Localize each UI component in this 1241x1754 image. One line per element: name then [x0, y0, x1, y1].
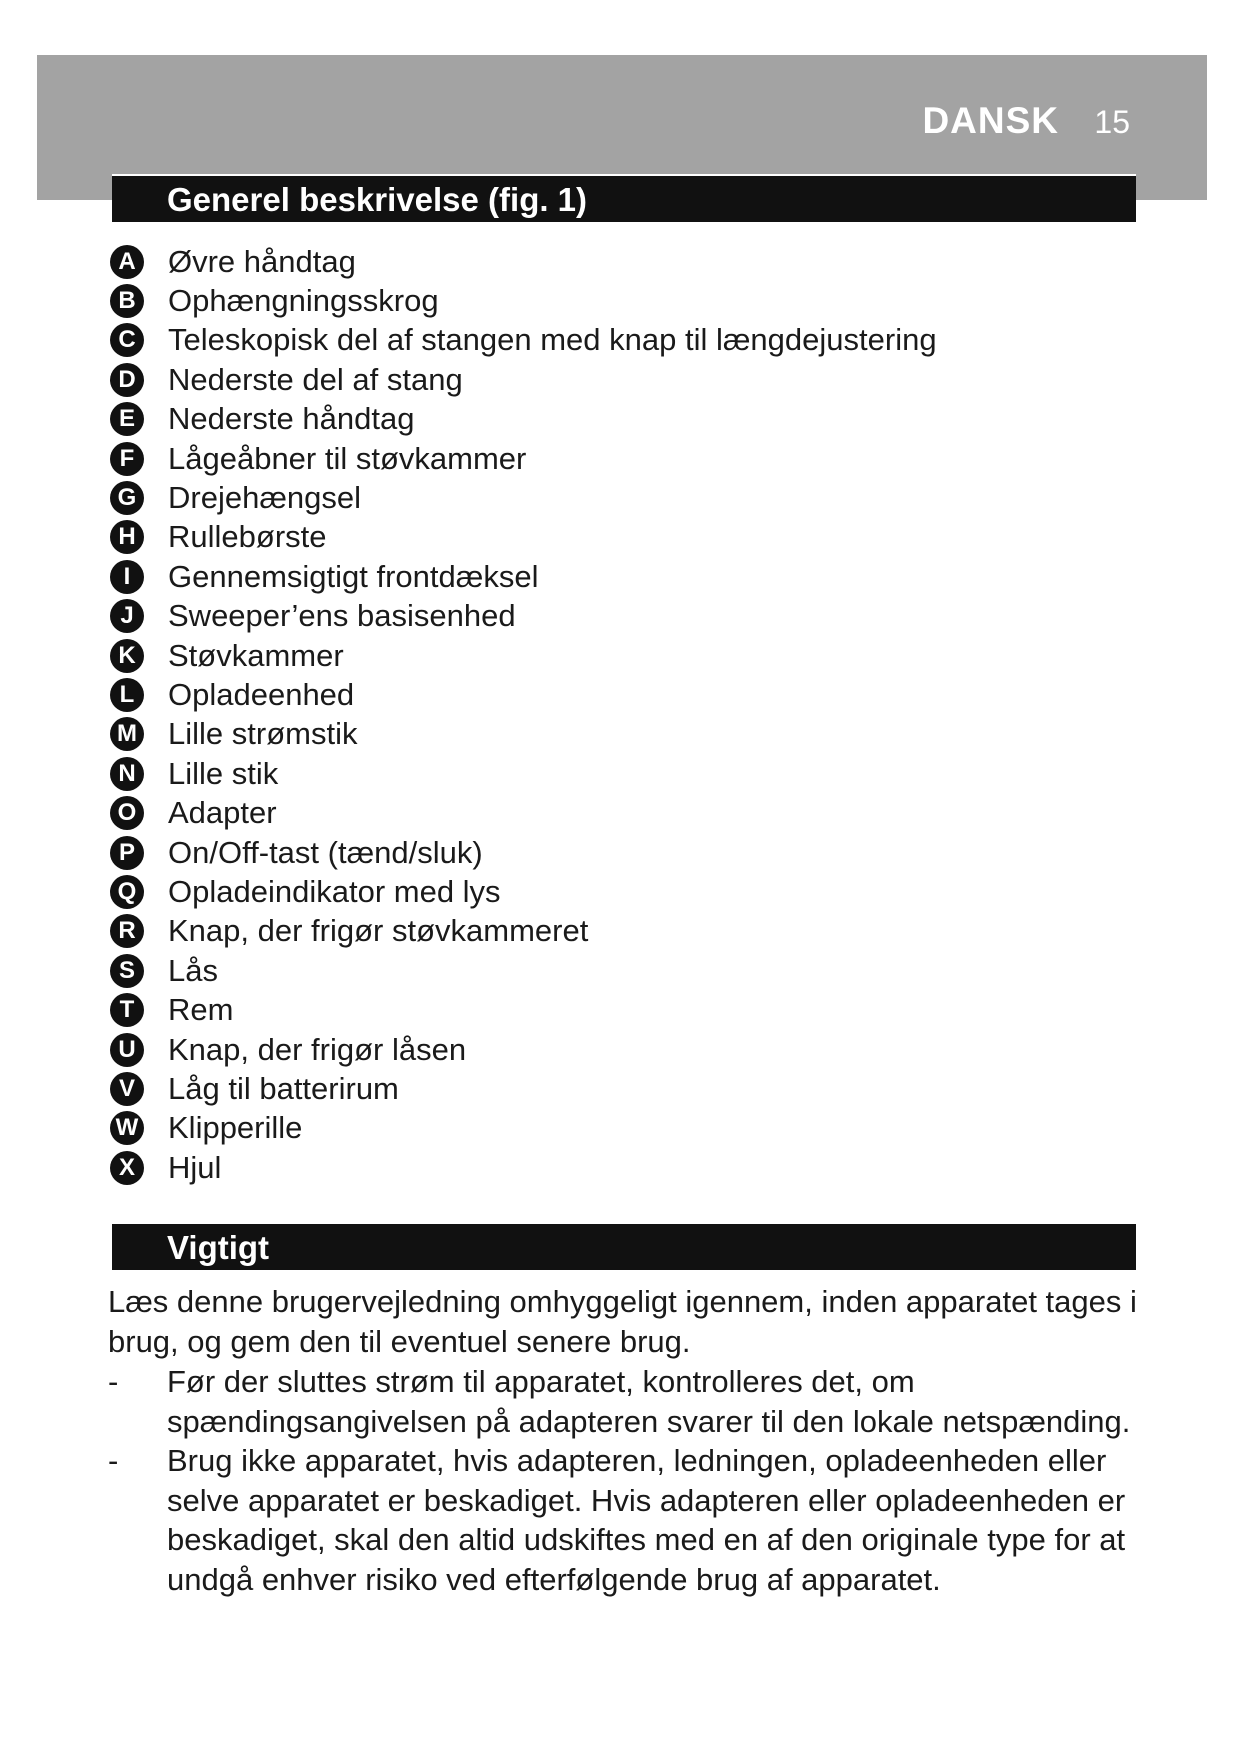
letter-badge: U [110, 1033, 144, 1067]
letter-badge: K [110, 639, 144, 673]
list-item [110, 1069, 937, 1108]
list-item [110, 439, 937, 478]
list-item [110, 557, 937, 596]
part-label: Lågeåbner til støvkammer [168, 440, 527, 476]
part-label: Lås [168, 952, 218, 988]
list-item [110, 951, 937, 990]
letter-badge: J [110, 599, 144, 633]
list-item [110, 321, 937, 360]
letter-badge: L [110, 678, 144, 712]
part-label: Rem [168, 992, 234, 1028]
part-label: Gennemsigtigt frontdæksel [168, 558, 539, 594]
letter-badge: M [110, 717, 144, 751]
letter-badge: V [110, 1072, 144, 1106]
intro-paragraph: Læs denne brugervejledning omhyggeligt igennem, inden apparatet tages i brug, og gem den til eventuel senere brug. [108, 1284, 1137, 1359]
part-label: Knap, der frigør støvkammeret [168, 913, 589, 949]
list-item [110, 518, 937, 557]
letter-badge: Q [110, 875, 144, 909]
bullet-text: Før der sluttes strøm til apparatet, kontrolleres det, om spændingsangivelsen på adapteren svarer til den lokale netspænding. [167, 1364, 1131, 1439]
part-label: Sweeper’ens basisenhed [168, 598, 516, 634]
part-label: Opladeenhed [168, 676, 355, 712]
list-item [110, 990, 937, 1029]
part-label: Lille strømstik [168, 716, 358, 752]
letter-badge: P [110, 836, 144, 870]
letter-badge: H [110, 520, 144, 554]
part-label: Teleskopisk del af stangen med knap til længdejustering [168, 322, 937, 358]
letter-badge: I [110, 560, 144, 594]
list-item [110, 478, 937, 517]
letter-badge: C [110, 323, 144, 357]
letter-badge: T [110, 993, 144, 1027]
letter-badge: S [110, 954, 144, 988]
letter-badge: D [110, 363, 144, 397]
section-heading-general-description [112, 174, 1136, 222]
bullet-item [108, 1441, 1138, 1599]
bullet-dash: - [108, 1364, 119, 1399]
bullet-item [108, 1362, 1138, 1441]
part-label: Ophængningsskrog [168, 283, 439, 319]
part-label: Rullebørste [168, 519, 327, 555]
list-item [110, 912, 937, 951]
part-label: Nederste del af stang [168, 361, 463, 397]
language-label: DANSK [922, 100, 1059, 141]
page-number: 15 [1094, 104, 1130, 140]
letter-badge: F [110, 442, 144, 476]
list-item [110, 675, 937, 714]
part-label: Støvkammer [168, 637, 344, 673]
list-item [110, 281, 937, 320]
list-item [110, 636, 937, 675]
letter-badge: O [110, 796, 144, 830]
list-item [110, 597, 937, 636]
list-item [110, 872, 937, 911]
part-label: Drejehængsel [168, 480, 361, 516]
part-label: Hjul [168, 1149, 222, 1185]
letter-badge: W [110, 1111, 144, 1145]
letter-badge: N [110, 757, 144, 791]
letter-badge: B [110, 284, 144, 318]
letter-badge: A [110, 245, 144, 279]
list-item [110, 1148, 937, 1187]
part-label: Øvre håndtag [168, 243, 356, 279]
part-label: Lille stik [168, 755, 279, 791]
list-item [110, 242, 937, 281]
list-item [110, 400, 937, 439]
letter-badge: E [110, 402, 144, 436]
part-label: Nederste håndtag [168, 401, 415, 437]
list-item [110, 833, 937, 872]
section-title: Vigtigt [167, 1229, 270, 1266]
list-item [110, 793, 937, 832]
section-title: Generel beskrivelse (fig. 1) [167, 181, 588, 218]
letter-badge: X [110, 1151, 144, 1185]
bullet-dash: - [108, 1443, 119, 1478]
part-label: Adapter [168, 795, 277, 831]
list-item [110, 1030, 937, 1069]
part-label: Knap, der frigør låsen [168, 1031, 467, 1067]
list-item [110, 715, 937, 754]
section-heading-important [112, 1222, 1136, 1270]
part-label: On/Off-tast (tænd/sluk) [168, 834, 483, 870]
part-label: Opladeindikator med lys [168, 873, 501, 909]
part-label: Låg til batterirum [168, 1070, 399, 1106]
list-item [110, 1109, 937, 1148]
list-item [110, 754, 937, 793]
bullet-text: Brug ikke apparatet, hvis adapteren, ledningen, opladeenheden eller selve apparatet er beskadiget. Hvis adapteren eller opladeenheden er beskadiget, skal den altid udskiftes med en af den originale type for at undgå enhver risiko ved efterfølgende brug af apparatet. [167, 1443, 1126, 1597]
part-label: Klipperille [168, 1110, 303, 1146]
letter-badge: R [110, 914, 144, 948]
letter-badge: G [110, 481, 144, 515]
list-item [110, 360, 937, 399]
parts-list [110, 242, 937, 1187]
